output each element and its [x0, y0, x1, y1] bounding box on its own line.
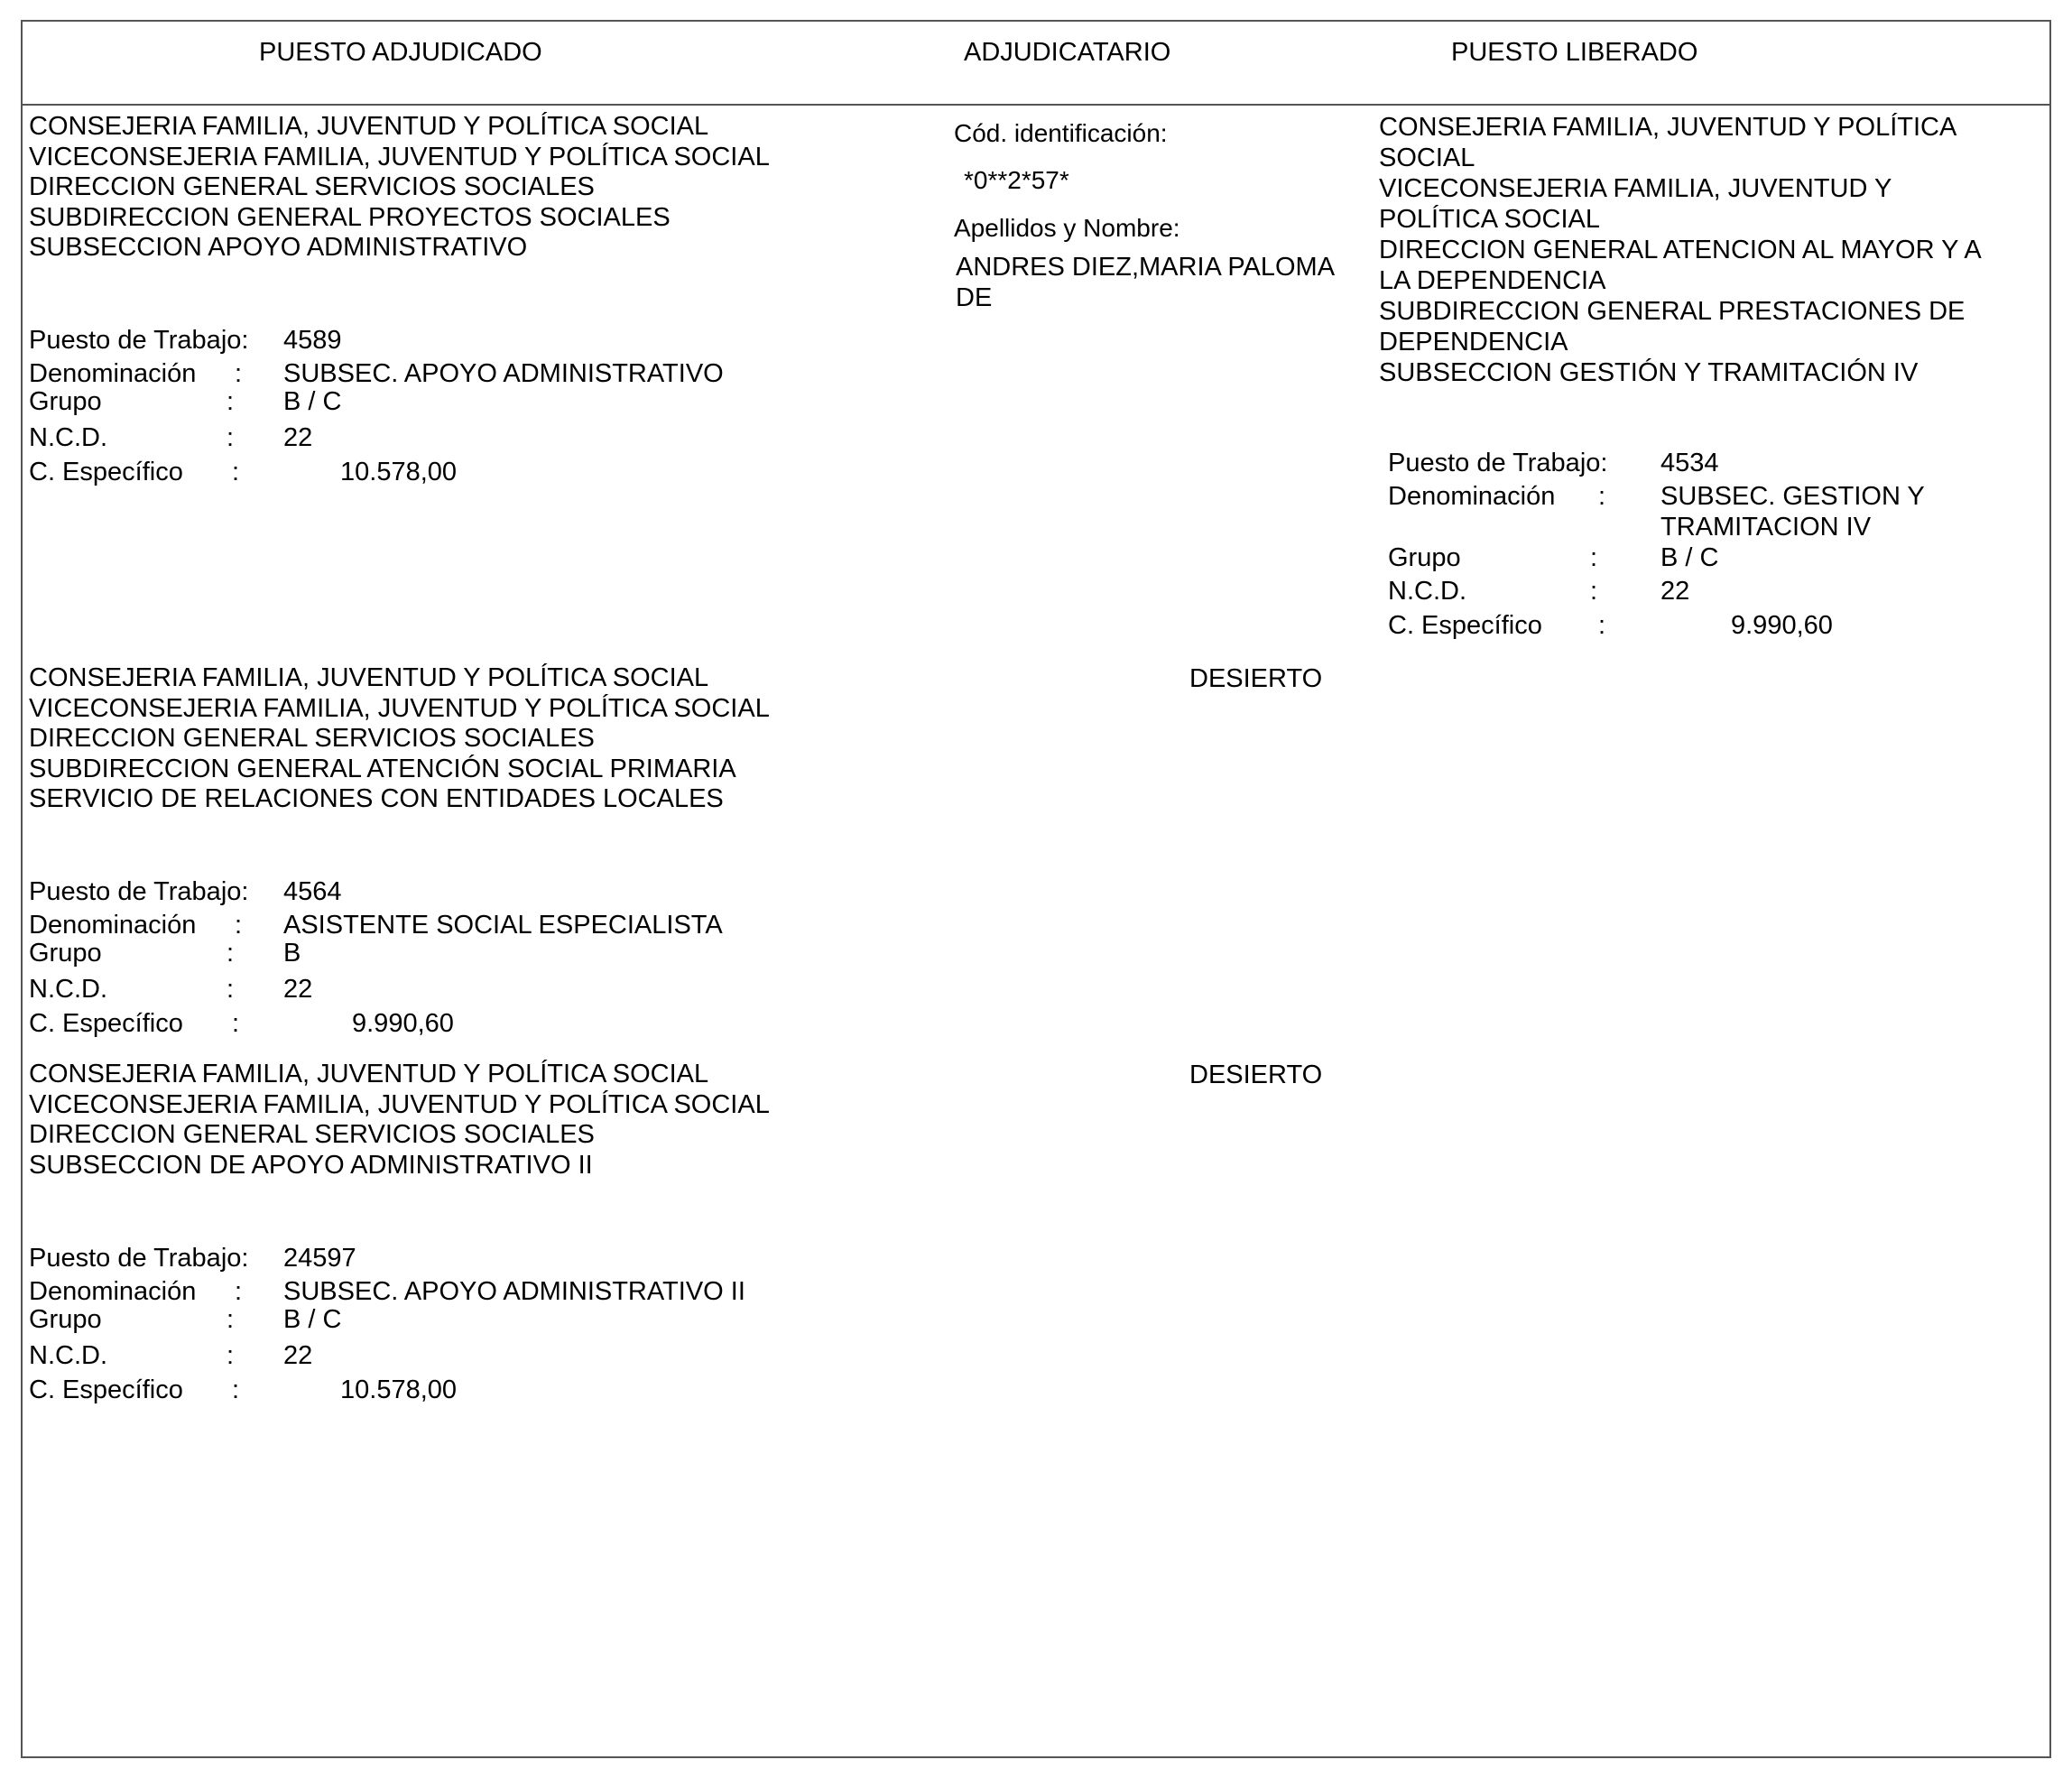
org-line: DIRECCION GENERAL ATENCION AL MAYOR Y A: [1379, 236, 1982, 264]
puesto-label: Puesto de Trabajo:: [29, 877, 249, 906]
row-2-organization: [29, 663, 770, 815]
cespecifico-label: C. Específico: [1388, 611, 1542, 640]
puesto-label: Puesto de Trabajo:: [29, 1244, 249, 1273]
row-2-status: DESIERTO: [1189, 664, 1323, 693]
org-line: SUBDIRECCION GENERAL PRESTACIONES DE: [1379, 297, 1966, 326]
header-divider: [21, 104, 2051, 106]
org-line: VICECONSEJERIA FAMILIA, JUVENTUD Y POLÍTICA SOCIAL: [29, 142, 770, 171]
cespecifico-value: 9.990,60: [1731, 611, 1833, 640]
org-line: DIRECCION GENERAL SERVICIOS SOCIALES: [29, 1120, 595, 1150]
header-adjudicatario: ADJUDICATARIO: [964, 38, 1171, 67]
cespecifico-label: C. Específico: [29, 458, 183, 486]
org-line: CONSEJERIA FAMILIA, JUVENTUD Y POLÍTICA: [1379, 113, 1957, 142]
header-puesto-adjudicado: PUESTO ADJUDICADO: [259, 38, 542, 67]
org-line: VICECONSEJERIA FAMILIA, JUVENTUD Y POLÍTICA SOCIAL: [29, 693, 770, 723]
org-line: CONSEJERIA FAMILIA, JUVENTUD Y POLÍTICA SOCIAL: [29, 112, 709, 141]
org-line: DIRECCION GENERAL SERVICIOS SOCIALES: [29, 724, 595, 754]
org-line: VICECONSEJERIA FAMILIA, JUVENTUD Y POLÍTICA SOCIAL: [29, 1089, 770, 1119]
ncd-label: N.C.D.: [29, 1341, 107, 1370]
ncd-label: N.C.D.: [29, 423, 107, 452]
grupo-value: B / C: [1660, 543, 1719, 572]
grupo-value: B / C: [283, 1305, 342, 1334]
denominacion-value: SUBSEC. APOYO ADMINISTRATIVO II: [283, 1277, 745, 1306]
org-line: LA DEPENDENCIA: [1379, 266, 1606, 295]
colon: :: [227, 387, 235, 416]
colon: :: [232, 1009, 240, 1038]
colon: :: [1590, 577, 1598, 606]
org-line: SOCIAL: [1379, 144, 1475, 172]
nombre-line: ANDRES DIEZ,MARIA PALOMA: [956, 253, 1336, 282]
denominacion-value: SUBSEC. GESTION Y: [1660, 482, 1925, 511]
org-line: DEPENDENCIA: [1379, 328, 1568, 357]
grupo-label: Grupo: [1388, 543, 1461, 572]
cespecifico-value: 10.578,00: [340, 1375, 458, 1404]
colon: :: [1598, 611, 1606, 640]
ncd-value: 22: [283, 975, 313, 1004]
row-3-organization: [29, 1060, 770, 1181]
ncd-label: N.C.D.: [1388, 577, 1466, 606]
ncd-label: N.C.D.: [29, 975, 107, 1004]
colon: :: [235, 359, 243, 388]
colon: :: [1590, 543, 1598, 572]
apellidos-nombre-label: Apellidos y Nombre:: [954, 214, 1180, 242]
ncd-value: 22: [283, 1341, 313, 1370]
puesto-value: 4589: [283, 326, 342, 355]
cod-identificacion-value: *0**2*57*: [964, 166, 1069, 194]
grupo-value: B: [283, 939, 301, 968]
org-line: SERVICIO DE RELACIONES CON ENTIDADES LOCALES: [29, 784, 724, 814]
row-3-status: DESIERTO: [1189, 1060, 1323, 1089]
grupo-label: Grupo: [29, 939, 102, 968]
colon: :: [227, 1305, 235, 1334]
denominacion-label: Denominación: [29, 359, 197, 388]
colon: :: [1598, 482, 1606, 511]
cespecifico-value: 10.578,00: [340, 458, 458, 486]
org-line: VICECONSEJERIA FAMILIA, JUVENTUD Y: [1379, 174, 1892, 203]
liberado-organization: [1379, 112, 1982, 388]
cespecifico-label: C. Específico: [29, 1009, 183, 1038]
colon: :: [232, 1375, 240, 1404]
denominacion-label: Denominación: [29, 1277, 197, 1306]
header-puesto-liberado: PUESTO LIBERADO: [1451, 38, 1698, 67]
org-line: POLÍTICA SOCIAL: [1379, 205, 1600, 234]
org-line: SUBSECCION DE APOYO ADMINISTRATIVO II: [29, 1150, 593, 1180]
puesto-label: Puesto de Trabajo:: [1388, 449, 1608, 477]
colon: :: [227, 939, 235, 968]
denominacion-value: ASISTENTE SOCIAL ESPECIALISTA: [283, 911, 723, 940]
denominacion-label: Denominación: [29, 911, 197, 940]
puesto-value: 24597: [283, 1244, 356, 1273]
org-line: SUBDIRECCION GENERAL ATENCIÓN SOCIAL PRIMARIA: [29, 754, 736, 783]
ncd-value: 22: [283, 423, 313, 452]
puesto-value: 4564: [283, 877, 342, 906]
cespecifico-value: 9.990,60: [352, 1009, 454, 1038]
colon: :: [235, 1277, 243, 1306]
colon: :: [227, 975, 235, 1004]
org-line: CONSEJERIA FAMILIA, JUVENTUD Y POLÍTICA SOCIAL: [29, 1060, 709, 1088]
org-line: SUBDIRECCION GENERAL PROYECTOS SOCIALES: [29, 202, 671, 232]
colon: :: [235, 911, 243, 940]
puesto-label: Puesto de Trabajo:: [29, 326, 249, 355]
ncd-value: 22: [1660, 577, 1690, 606]
denominacion-value-cont: TRAMITACION IV: [1660, 513, 1872, 542]
adjudicatario-nombre: [956, 252, 1335, 313]
puesto-value: 4534: [1660, 449, 1719, 477]
org-line: DIRECCION GENERAL SERVICIOS SOCIALES: [29, 172, 595, 202]
org-line: SUBSECCION GESTIÓN Y TRAMITACIÓN IV: [1379, 358, 1919, 387]
grupo-label: Grupo: [29, 387, 102, 416]
cespecifico-label: C. Específico: [29, 1375, 183, 1404]
colon: :: [232, 458, 240, 486]
org-line: SUBSECCION APOYO ADMINISTRATIVO: [29, 233, 528, 263]
colon: :: [227, 423, 235, 452]
org-line: CONSEJERIA FAMILIA, JUVENTUD Y POLÍTICA SOCIAL: [29, 663, 709, 692]
denominacion-value: SUBSEC. APOYO ADMINISTRATIVO: [283, 359, 724, 388]
nombre-line: DE: [956, 283, 993, 312]
grupo-value: B / C: [283, 387, 342, 416]
denominacion-label: Denominación: [1388, 482, 1556, 511]
grupo-label: Grupo: [29, 1305, 102, 1334]
row-1-organization: [29, 112, 770, 264]
cod-identificacion-label: Cód. identificación:: [954, 119, 1168, 147]
colon: :: [227, 1341, 235, 1370]
